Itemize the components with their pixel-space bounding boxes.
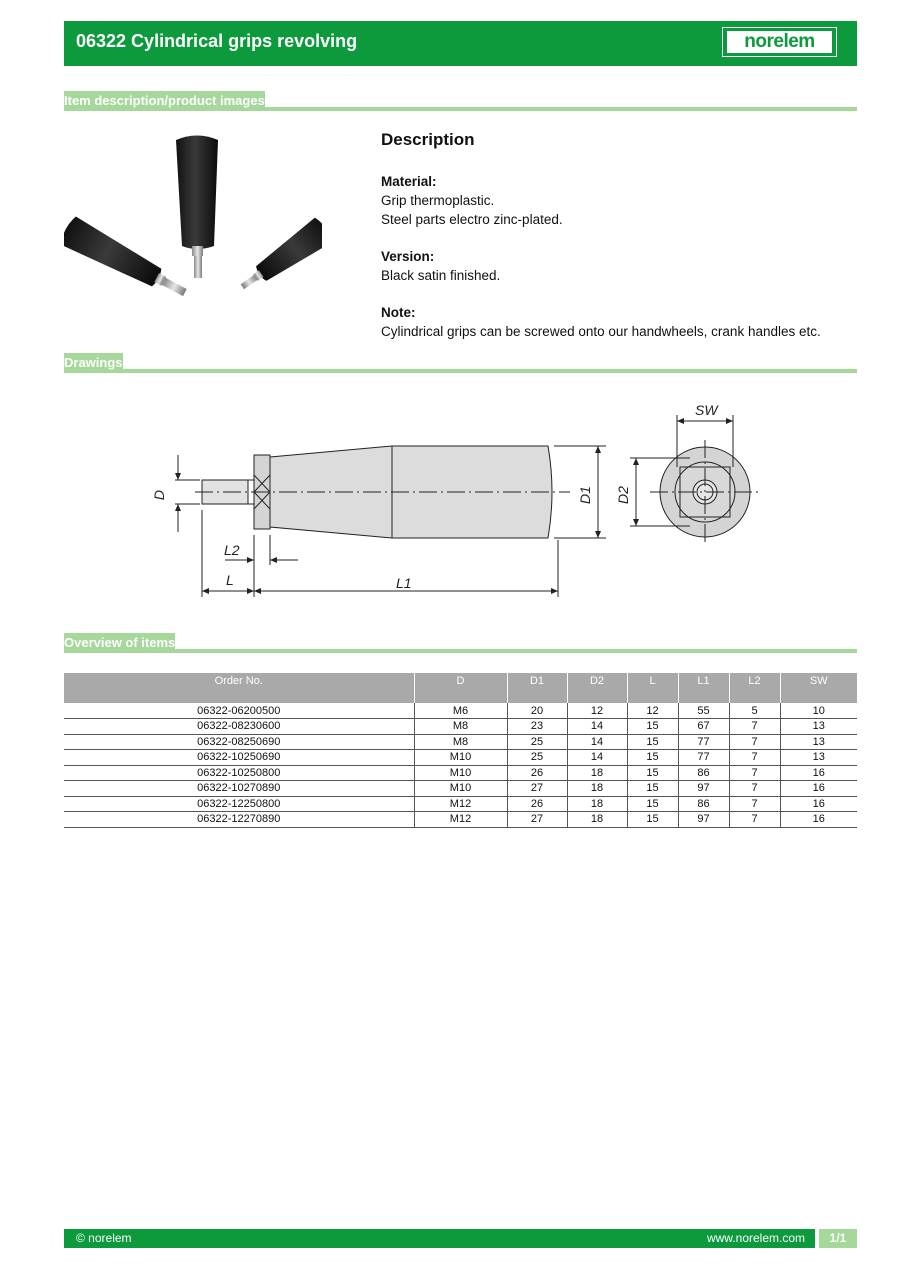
note-block bbox=[381, 303, 851, 341]
section-title: Overview of items bbox=[64, 633, 175, 653]
table-cell: 06322-12250800 bbox=[64, 796, 414, 812]
table-cell: 55 bbox=[678, 703, 729, 719]
table-cell: M8 bbox=[414, 719, 507, 735]
description-heading: Description bbox=[381, 130, 475, 149]
table-cell: 15 bbox=[627, 750, 678, 766]
table-row bbox=[64, 796, 857, 812]
version-block bbox=[381, 247, 851, 285]
material-line: Steel parts electro zinc-plated. bbox=[381, 212, 563, 227]
grip-right bbox=[234, 216, 322, 299]
section-title: Item description/product images bbox=[64, 91, 265, 111]
material-line: Grip thermoplastic. bbox=[381, 193, 495, 208]
table-cell: 7 bbox=[729, 719, 780, 735]
table-cell: M10 bbox=[414, 765, 507, 781]
table-cell: 14 bbox=[567, 719, 627, 735]
section-title: Drawings bbox=[64, 353, 123, 373]
table-cell: 26 bbox=[507, 796, 567, 812]
note-text: Cylindrical grips can be screwed onto our handwheels, crank handles etc. bbox=[381, 324, 821, 339]
column-header: D1 bbox=[507, 673, 567, 703]
table-cell: 18 bbox=[567, 812, 627, 828]
section-overview bbox=[64, 633, 857, 653]
table-cell: 86 bbox=[678, 765, 729, 781]
table-cell: 27 bbox=[507, 781, 567, 797]
table-cell: 15 bbox=[627, 734, 678, 750]
table-row bbox=[64, 703, 857, 719]
table-cell: 67 bbox=[678, 719, 729, 735]
table-cell: 23 bbox=[507, 719, 567, 735]
table-cell: M10 bbox=[414, 750, 507, 766]
table-cell: 10 bbox=[780, 703, 857, 719]
table-cell: 7 bbox=[729, 750, 780, 766]
section-item-description bbox=[64, 91, 857, 111]
table-cell: M6 bbox=[414, 703, 507, 719]
table-cell: 12 bbox=[627, 703, 678, 719]
table-cell: 06322-10250690 bbox=[64, 750, 414, 766]
dim-label-d: D bbox=[151, 489, 167, 501]
table-cell: 18 bbox=[567, 796, 627, 812]
table-cell: 15 bbox=[627, 796, 678, 812]
column-header: D2 bbox=[567, 673, 627, 703]
page-number: 1/1 bbox=[819, 1229, 857, 1248]
table-cell: M10 bbox=[414, 781, 507, 797]
table-cell: 06322-12270890 bbox=[64, 812, 414, 828]
table-cell: 06322-08250690 bbox=[64, 734, 414, 750]
grip-vertical bbox=[176, 136, 218, 279]
table-cell: 5 bbox=[729, 703, 780, 719]
section-drawings bbox=[64, 353, 857, 373]
dim-label-d2: D2 bbox=[615, 486, 631, 504]
table-cell: 7 bbox=[729, 781, 780, 797]
logo-text: norelem bbox=[727, 31, 832, 53]
table-row bbox=[64, 750, 857, 766]
table-cell: 14 bbox=[567, 734, 627, 750]
table-cell: 7 bbox=[729, 734, 780, 750]
page-footer bbox=[64, 1229, 857, 1248]
table-body bbox=[64, 703, 857, 827]
column-header: SW bbox=[780, 673, 857, 703]
version-label: Version: bbox=[381, 249, 435, 264]
table-cell: 77 bbox=[678, 734, 729, 750]
page-title: 06322 Cylindrical grips revolving bbox=[76, 31, 358, 51]
table-cell: 12 bbox=[567, 703, 627, 719]
version-text: Black satin finished. bbox=[381, 268, 501, 283]
column-header: L2 bbox=[729, 673, 780, 703]
table-cell: 06322-06200500 bbox=[64, 703, 414, 719]
dim-label-l1: L1 bbox=[396, 575, 412, 591]
table-cell: 13 bbox=[780, 750, 857, 766]
footer-url-link[interactable]: www.norelem.com bbox=[706, 1231, 805, 1245]
table-cell: 16 bbox=[780, 781, 857, 797]
table-cell: 15 bbox=[627, 765, 678, 781]
table-cell: 06322-10250800 bbox=[64, 765, 414, 781]
table-row bbox=[64, 734, 857, 750]
dim-label-sw: SW bbox=[695, 402, 718, 418]
table-cell: 7 bbox=[729, 796, 780, 812]
column-header: Order No. bbox=[64, 673, 414, 703]
material-block bbox=[381, 172, 851, 229]
table-cell: 15 bbox=[627, 781, 678, 797]
table-cell: 13 bbox=[780, 719, 857, 735]
table-cell: 18 bbox=[567, 765, 627, 781]
table-cell: 14 bbox=[567, 750, 627, 766]
column-header: L1 bbox=[678, 673, 729, 703]
note-label: Note: bbox=[381, 305, 416, 320]
table-cell: 18 bbox=[567, 781, 627, 797]
table-cell: 13 bbox=[780, 734, 857, 750]
table-cell: 16 bbox=[780, 796, 857, 812]
table-cell: M12 bbox=[414, 796, 507, 812]
table-row bbox=[64, 812, 857, 828]
product-image bbox=[64, 128, 322, 300]
dim-label-l2: L2 bbox=[224, 542, 240, 558]
table-cell: 26 bbox=[507, 765, 567, 781]
table-cell: 97 bbox=[678, 812, 729, 828]
grip-left bbox=[64, 215, 192, 300]
table-cell: 86 bbox=[678, 796, 729, 812]
table-cell: 7 bbox=[729, 812, 780, 828]
section-rule bbox=[64, 649, 857, 653]
table-cell: 16 bbox=[780, 812, 857, 828]
table-cell: 27 bbox=[507, 812, 567, 828]
table-cell: 15 bbox=[627, 812, 678, 828]
section-rule bbox=[64, 369, 857, 373]
table-cell: 7 bbox=[729, 765, 780, 781]
table-header-row bbox=[64, 673, 857, 703]
table-cell: M12 bbox=[414, 812, 507, 828]
table-cell: M8 bbox=[414, 734, 507, 750]
table-cell: 20 bbox=[507, 703, 567, 719]
table-cell: 15 bbox=[627, 719, 678, 735]
footer-bar bbox=[64, 1229, 815, 1248]
footer-copyright: © norelem bbox=[76, 1231, 132, 1245]
technical-drawing bbox=[150, 395, 770, 610]
table-cell: 06322-10270890 bbox=[64, 781, 414, 797]
table-cell: 25 bbox=[507, 734, 567, 750]
table-row bbox=[64, 781, 857, 797]
table-cell: 97 bbox=[678, 781, 729, 797]
dim-label-l: L bbox=[226, 572, 234, 588]
table-cell: 06322-08230600 bbox=[64, 719, 414, 735]
table-cell: 16 bbox=[780, 765, 857, 781]
items-table bbox=[64, 673, 857, 828]
material-label: Material: bbox=[381, 174, 437, 189]
norelem-logo[interactable] bbox=[722, 27, 837, 57]
column-header: D bbox=[414, 673, 507, 703]
table-row bbox=[64, 719, 857, 735]
table-cell: 77 bbox=[678, 750, 729, 766]
page-header bbox=[64, 21, 857, 66]
dim-label-d1: D1 bbox=[577, 486, 593, 504]
table-row bbox=[64, 765, 857, 781]
column-header: L bbox=[627, 673, 678, 703]
description-panel bbox=[381, 130, 851, 359]
table-cell: 25 bbox=[507, 750, 567, 766]
